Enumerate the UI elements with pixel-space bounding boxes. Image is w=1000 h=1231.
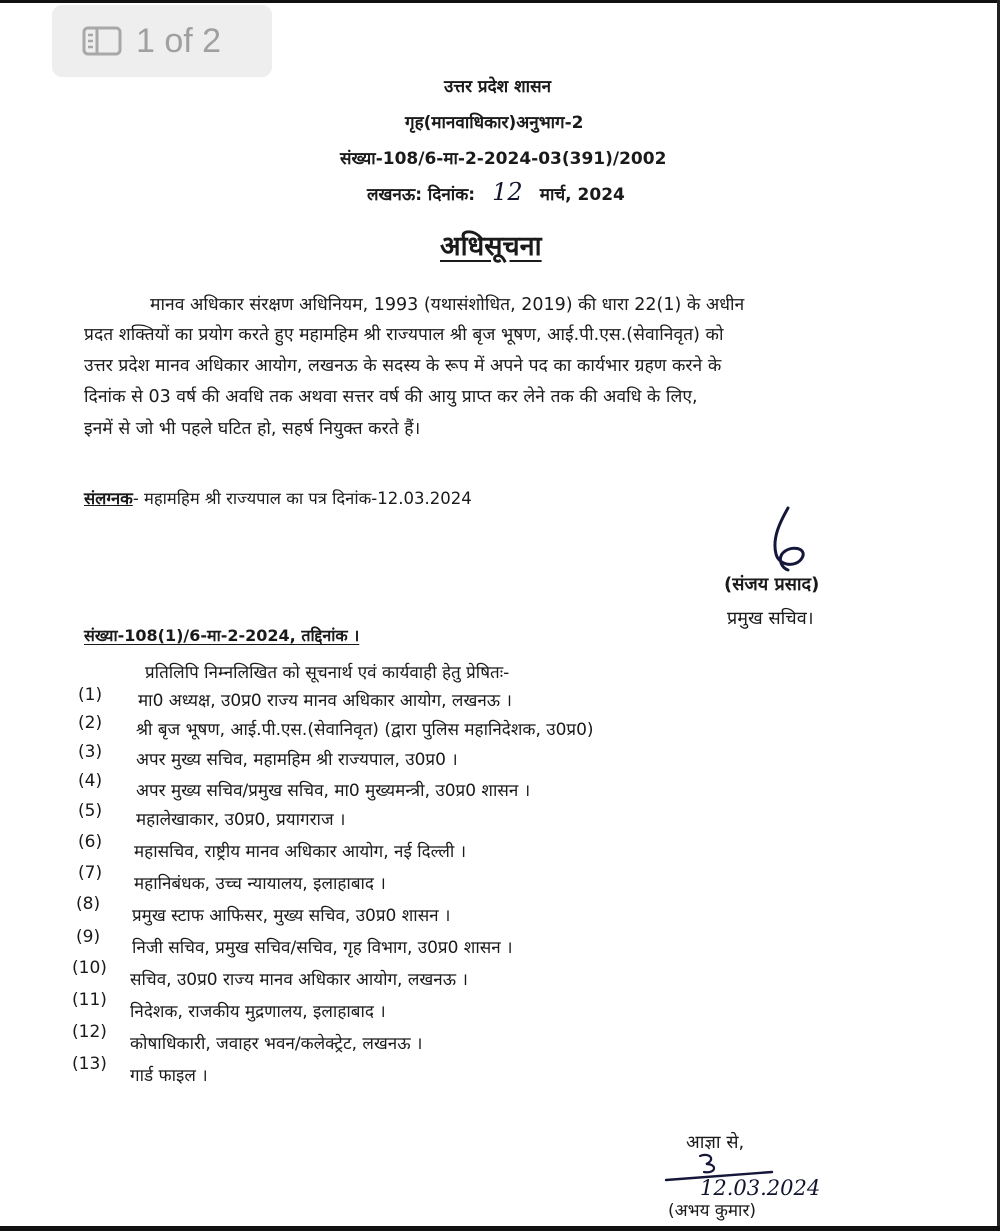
copy-item-text: अपर मुख्य सचिव/प्रमुख सचिव, मा0 मुख्यमन्त्री, उ0प्र0 शासन । [136, 781, 531, 801]
attachment-text: - महामहिम श्री राज्यपाल का पत्र दिनांक-12.03.2024 [132, 489, 472, 508]
copy-item-text: महासचिव, राष्ट्रीय मानव अधिकार आयोग, नई दिल्ली । [134, 842, 467, 862]
body-line: प्रदत शक्तियों का प्रयोग करते हुए महामहिम श्री राज्यपाल श्री बृज भूषण, आई.पी.एस.(सेवानिवृत) को [84, 325, 724, 345]
copy-item-text: प्रमुख स्टाफ आफिसर, मुख्य सचिव, उ0प्र0 शासन । [132, 906, 451, 926]
copy-item-number: (9) [76, 927, 101, 947]
header-line-1: उत्तर प्रदेश शासन [444, 77, 552, 97]
page-count-label: 1 of 2 [136, 21, 222, 60]
copy-reference: संख्या-108(1)/6-मा-2-2024, तद्दिनांक । [84, 626, 360, 645]
document-title: अधिसूचना [440, 231, 542, 262]
header-ref-number: संख्या-108/6-मा-2-2024-03(391)/2002 [340, 149, 667, 169]
attachment-line [84, 486, 472, 509]
date-suffix: मार्च, 2024 [539, 185, 625, 205]
attachment-label: संलग्नक [84, 489, 133, 508]
copy-item-text: सचिव, उ0प्र0 राज्य मानव अधिकार आयोग, लखनऊ । [130, 970, 468, 990]
copy-item-number: (4) [78, 771, 103, 791]
copy-item-number: (10) [72, 958, 107, 978]
body-line: दिनांक से 03 वर्ष की अवधि तक अथवा सत्तर वर्ष की आयु प्राप्त कर लेने तक की अवधि के लिए, [84, 387, 698, 407]
copy-item-number: (13) [72, 1054, 107, 1074]
copy-item-text: महानिबंधक, उच्च न्यायालय, इलाहाबाद । [134, 874, 386, 894]
header-line-2: गृह(मानवाधिकार)अनुभाग-2 [405, 113, 584, 133]
copy-item-text: कोषाधिकारी, जवाहर भवन/कलेक्ट्रेट, लखनऊ । [130, 1034, 423, 1054]
copy-item-number: (11) [72, 990, 107, 1010]
body-line: उत्तर प्रदेश मानव अधिकार आयोग, लखनऊ के सदस्य के रूप में अपने पद का कार्यभार ग्रहण करने के [84, 356, 722, 376]
copy-item-number: (8) [76, 894, 101, 914]
copy-item-number: (12) [72, 1022, 107, 1042]
body-line: इनमें से जो भी पहले घटित हो, सहर्ष नियुक्त करते हैं। [84, 419, 421, 439]
copy-item-number: (6) [78, 832, 103, 852]
copy-item-text: निजी सचिव, प्रमुख सचिव/सचिव, गृह विभाग, उ0प्र0 शासन । [132, 938, 513, 958]
footer-name: (अभय कुमार) [668, 1201, 757, 1221]
signatory-designation: प्रमुख सचिव। [727, 608, 814, 629]
copy-item-text: निदेशक, राजकीय मुद्रणालय, इलाहाबाद । [130, 1002, 386, 1022]
copy-item-number: (5) [78, 801, 103, 821]
copy-intro: प्रतिलिपि निम्नलिखित को सूचनार्थ एवं कार्यवाही हेतु प्रेषितः- [145, 663, 510, 683]
copy-item-number: (7) [78, 863, 103, 883]
signatory-name: (संजय प्रसाद) [724, 574, 820, 595]
copy-item-text: अपर मुख्य सचिव, महामहिम श्री राज्यपाल, उ0प्र0 । [136, 750, 458, 770]
header-date-line [367, 178, 625, 206]
footer-date-handwritten: 12.03.2024 [700, 1176, 821, 1200]
signature-mark [752, 500, 832, 580]
copy-item-number: (1) [78, 685, 103, 705]
copy-item-text: मा0 अध्यक्ष, उ0प्र0 राज्य मानव अधिकार आयोग, लखनऊ । [138, 691, 512, 711]
date-day-handwritten: 12 [492, 178, 523, 206]
copy-item-text: श्री बृज भूषण, आई.पी.एस.(सेवानिवृत) (द्वारा पुलिस महानिदेशक, उ0प्र0) [136, 720, 594, 740]
date-prefix: लखनऊ: दिनांक: [367, 185, 476, 205]
copy-item-number: (3) [78, 742, 103, 762]
body-line: मानव अधिकार संरक्षण अधिनियम, 1993 (यथासंशोधित, 2019) की धारा 22(1) के अधीन [150, 295, 745, 315]
copy-item-number: (2) [78, 713, 103, 733]
copy-item-text: गार्ड फाइल । [130, 1066, 208, 1086]
footer-order: आज्ञा से, [686, 1132, 745, 1153]
copy-item-text: महालेखाकार, उ0प्र0, प्रयागराज । [136, 810, 346, 830]
